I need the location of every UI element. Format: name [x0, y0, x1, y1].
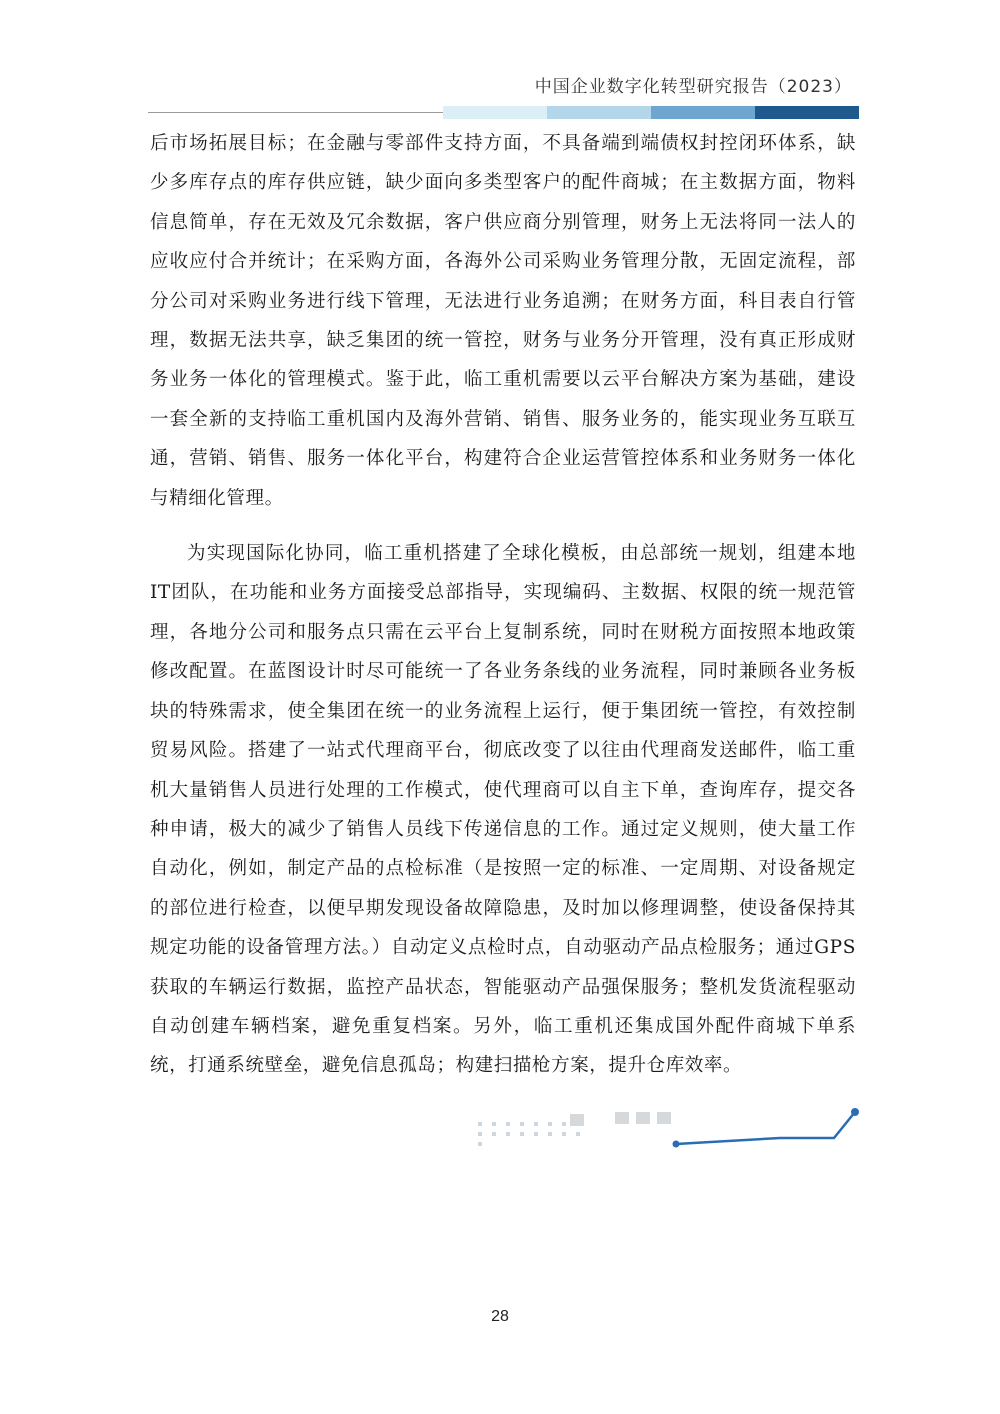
decor-dot — [562, 1122, 566, 1126]
decor-dot — [548, 1122, 552, 1126]
decor-dot — [506, 1132, 510, 1136]
decor-squares — [570, 1112, 671, 1126]
decor-dot — [548, 1132, 552, 1136]
header-color-bars — [443, 106, 859, 119]
header-bar-1 — [443, 106, 547, 119]
decor-dots — [478, 1122, 580, 1146]
decor-dot — [520, 1122, 524, 1126]
decor-dot — [478, 1122, 482, 1126]
header-bar-2 — [547, 106, 651, 119]
decor-dot — [562, 1132, 566, 1136]
decor-dot — [492, 1132, 496, 1136]
report-title: 中国企业数字化转型研究报告（2023） — [534, 77, 852, 97]
header-bar-3 — [651, 106, 755, 119]
decor-square — [615, 1112, 629, 1124]
decor-dot — [506, 1122, 510, 1126]
decor-dot — [492, 1122, 496, 1126]
decor-line-end-dot — [851, 1108, 859, 1116]
page-number: 28 — [491, 1308, 509, 1325]
decor-dot — [478, 1132, 482, 1136]
header-bar-4 — [755, 106, 859, 119]
decor-dot — [576, 1132, 580, 1136]
body-text — [150, 124, 856, 1086]
decorative-circuit-graphic — [470, 1100, 870, 1150]
paragraph-1: 后市场拓展目标；在金融与零部件支持方面，不具备端到端债权封控闭环体系，缺少多库存点的库存供应链，缺少面向多类型客户的配件商城；在主数据方面，物料信息简单，存在无效及冗余数据，客户供应商分别管理，财务上无法将同一法人的应收应付合并统计；在采购方面，各海外公司采购业务管理分散，无固定流程，部分公司对采购业务进行线下管理，无法进行业务追溯；在财务方面，科目表自行管理，数据无法共享，缺乏集团的统一管控，财务与业务分开管理，没有真正形成财务业务一体化的管理模式。鉴于此，临工重机需要以云平台解决方案为基础，建设一套全新的支持临工重机国内及海外营销、销售、服务业务的，能实现业务互联互通，营销、销售、服务一体化平台，构建符合企业运营管控体系和业务财务一体化与精细化管理。 — [150, 133, 856, 509]
decor-dot — [534, 1122, 538, 1126]
decor-line-start-dot — [673, 1141, 680, 1148]
decor-square — [570, 1114, 584, 1126]
header-rule — [148, 112, 443, 113]
decor-circuit-line — [676, 1112, 855, 1144]
decor-square — [636, 1112, 650, 1124]
decor-square — [657, 1112, 671, 1124]
paragraph-2: 为实现国际化协同，临工重机搭建了全球化模板，由总部统一规划，组建本地IT团队，在功能和业务方面接受总部指导，实现编码、主数据、权限的统一规范管理，各地分公司和服务点只需在云平台上复制系统，同时在财税方面按照本地政策修改配置。在蓝图设计时尽可能统一了各业务条线的业务流程，同时兼顾各业务板块的特殊需求，使全集团在统一的业务流程上运行，便于集团统一管控，有效控制贸易风险。搭建了一站式代理商平台，彻底改变了以往由代理商发送邮件，临工重机大量销售人员进行处理的工作模式，使代理商可以自主下单，查询库存，提交各种申请，极大的减少了销售人员线下传递信息的工作。通过定义规则，使大量工作自动化，例如，制定产品的点检标准（是按照一定的标准、一定周期、对设备规定的部位进行检查，以便早期发现设备故障隐患，及时加以修理调整，使设备保持其规定功能的设备管理方法。）自动定义点检时点，自动驱动产品点检服务；通过GPS获取的车辆运行数据，监控产品状态，智能驱动产品强保服务；整机发货流程驱动自动创建车辆档案，避免重复档案。另外，临工重机还集成国外配件商城下单系统，打通系统壁垒，避免信息孤岛；构建扫描枪方案，提升仓库效率。 — [150, 543, 856, 1077]
decor-dot — [534, 1132, 538, 1136]
decor-dot — [478, 1142, 482, 1146]
decor-dot — [520, 1132, 524, 1136]
